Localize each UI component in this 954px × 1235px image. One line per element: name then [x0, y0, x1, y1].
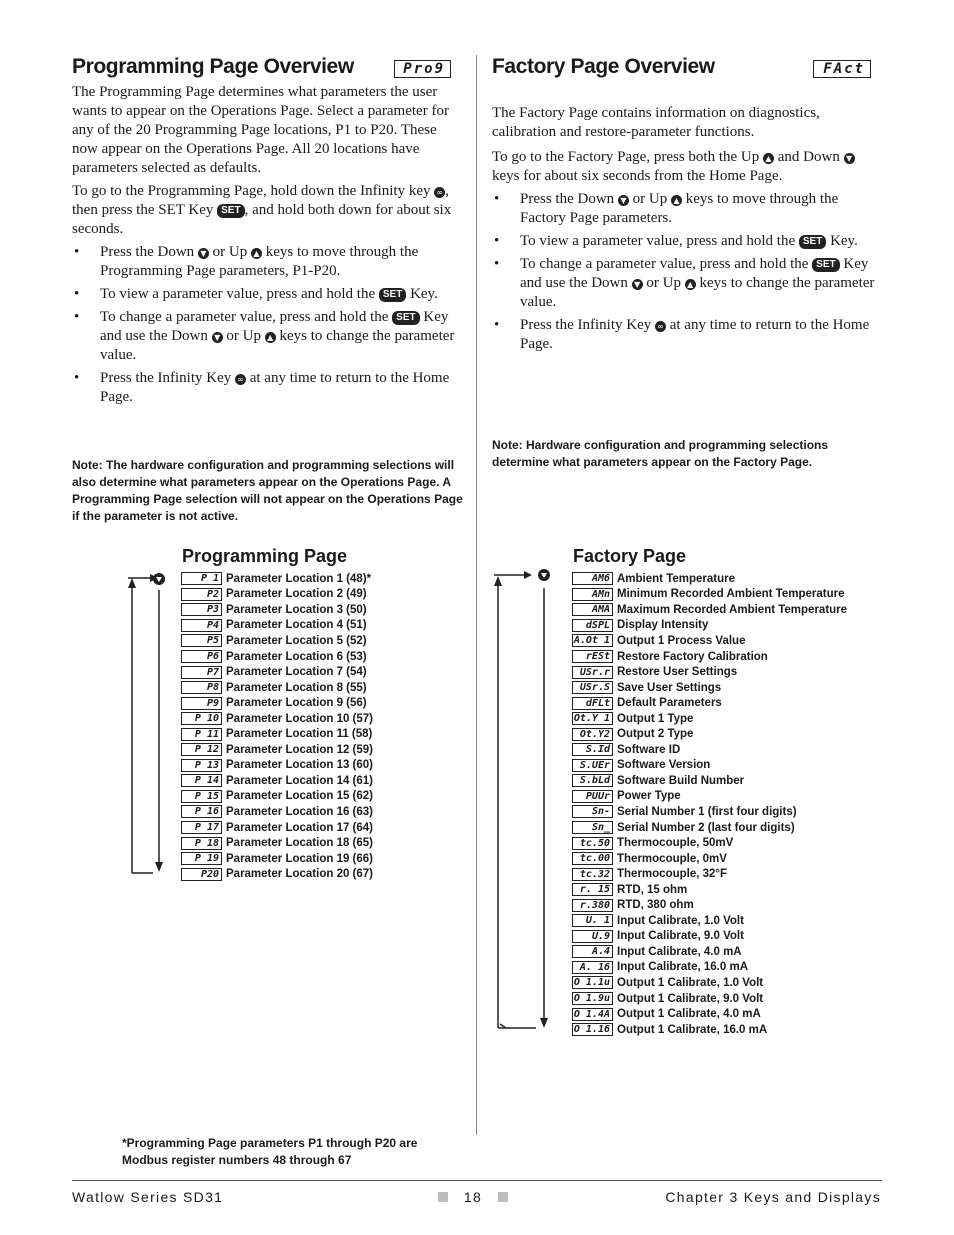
- parameter-label: Power Type: [617, 790, 681, 803]
- parameter-row: [572, 602, 847, 618]
- bullet-text: To view a parameter value, press and hold the: [100, 286, 376, 302]
- parameter-label: Input Calibrate, 9.0 Volt: [617, 930, 744, 943]
- programming-page-heading: Programming Page: [182, 546, 348, 566]
- parameter-label: Parameter Location 4 (51): [226, 619, 367, 632]
- parameter-label: Parameter Location 10 (57): [226, 712, 374, 725]
- parameter-code: P 18: [181, 837, 222, 850]
- parameter-label: Parameter Location 15 (62): [226, 790, 374, 803]
- parameter-label: Input Calibrate, 4.0 mA: [617, 945, 742, 958]
- parameter-row: [572, 820, 847, 836]
- bullet-text: or Up: [632, 191, 668, 207]
- parameter-label: Parameter Location 6 (53): [226, 650, 367, 663]
- parameter-label: Parameter Location 9 (56): [226, 697, 367, 710]
- parameter-row: [572, 960, 847, 976]
- parameter-label: RTD, 380 ohm: [617, 899, 694, 912]
- bullet-item: [72, 285, 464, 304]
- parameter-row: [572, 711, 847, 727]
- parameter-code: P 11: [181, 728, 222, 741]
- bullet-item: [492, 190, 880, 228]
- parameter-row: [572, 742, 847, 758]
- up-key-icon: ▲: [763, 153, 774, 164]
- parameter-row: [572, 882, 847, 898]
- parameter-row: [572, 851, 847, 867]
- parameter-row: [181, 602, 373, 618]
- parameter-label: Output 1 Calibrate, 16.0 mA: [617, 1023, 768, 1036]
- parameter-code: A.Ot 1: [572, 634, 613, 647]
- bullet-text: Key.: [410, 286, 438, 302]
- parameter-label: Ambient Temperature: [617, 572, 736, 585]
- parameter-code: USr.S: [572, 681, 613, 694]
- parameter-label: Minimum Recorded Ambient Temperature: [617, 588, 845, 601]
- parameter-row: [572, 695, 847, 711]
- set-key-icon: SET: [812, 258, 839, 272]
- bullet-text: keys to change the parameter value.: [520, 275, 875, 310]
- parameter-row: [181, 835, 373, 851]
- parameter-row: [572, 913, 847, 929]
- parameter-code: O 1.16: [572, 1023, 613, 1036]
- parameter-code: A. 16: [572, 961, 613, 974]
- parameter-code: Sn_: [572, 821, 613, 834]
- factory-navigation-arrows: [488, 562, 558, 1042]
- goto-text-a: To go to the Factory Page, press both the Up: [492, 149, 760, 165]
- bullet-text: or Up: [646, 275, 681, 291]
- parameter-code: P3: [181, 603, 222, 616]
- parameter-code: PUUr: [572, 790, 613, 803]
- parameter-code: dFLt: [572, 697, 613, 710]
- parameter-code: P4: [181, 619, 222, 632]
- parameter-code: r. 15: [572, 883, 613, 896]
- parameter-code: P 14: [181, 774, 222, 787]
- programming-footnote: *Programming Page parameters P1 through P20 are Modbus register numbers 48 through 67: [122, 1136, 418, 1167]
- footer-left-text: Watlow Series SD31: [72, 1189, 224, 1205]
- parameter-label: Thermocouple, 0mV: [617, 852, 727, 865]
- parameter-row: [572, 1022, 847, 1038]
- bullet-text: keys to change the parameter value.: [100, 328, 455, 363]
- parameter-code: Ot.Y 1: [572, 712, 613, 725]
- parameter-label: Parameter Location 3 (50): [226, 603, 367, 616]
- set-key-icon: SET: [799, 235, 826, 249]
- parameter-label: Maximum Recorded Ambient Temperature: [617, 603, 848, 616]
- bullet-dot: •: [74, 370, 80, 386]
- bullet-text: Press the Infinity Key: [100, 370, 232, 386]
- parameter-code: AMA: [572, 603, 613, 616]
- parameter-label: Software Build Number: [617, 774, 745, 787]
- parameter-row: [572, 897, 847, 913]
- programming-goto-paragraph: [72, 182, 464, 239]
- parameter-code: P 17: [181, 821, 222, 834]
- parameter-row: [181, 680, 373, 696]
- footer-right-text: Chapter 3 Keys and Displays: [665, 1189, 881, 1205]
- bullet-text: Key and use the Down: [520, 256, 869, 291]
- parameter-code: AMn: [572, 588, 613, 601]
- parameter-code: O 1.4A: [572, 1008, 613, 1021]
- bullet-text: Press the Down: [520, 191, 615, 207]
- parameter-row: [572, 866, 847, 882]
- parameter-row: [181, 804, 373, 820]
- page-number: 18: [463, 1189, 483, 1205]
- bullet-dot: •: [494, 233, 500, 249]
- parameter-label: Parameter Location 2 (49): [226, 588, 367, 601]
- parameter-label: Serial Number 1 (first four digits): [617, 805, 797, 818]
- factory-goto-paragraph: [492, 148, 880, 186]
- parameter-row: [181, 618, 373, 634]
- factory-parameter-list: [572, 571, 847, 1037]
- parameter-code: P2: [181, 588, 222, 601]
- parameter-code: P9: [181, 697, 222, 710]
- parameter-label: Software Version: [617, 759, 711, 772]
- parameter-row: [181, 695, 373, 711]
- goto-text-c: keys for about six seconds from the Home Page.: [492, 168, 783, 184]
- parameter-code: O 1.1u: [572, 976, 613, 989]
- infinity-key-icon: ∞: [655, 321, 666, 332]
- parameter-code: Sn-: [572, 805, 613, 818]
- programming-overview-title: Programming Page Overview: [72, 55, 354, 78]
- parameter-label: Output 1 Calibrate, 4.0 mA: [617, 1008, 761, 1021]
- parameter-row: [572, 680, 847, 696]
- programming-intro: [72, 83, 464, 411]
- bullet-dot: •: [74, 244, 80, 260]
- parameter-code: P7: [181, 666, 222, 679]
- parameter-label: Input Calibrate, 16.0 mA: [617, 961, 749, 974]
- bullet-item: [72, 243, 464, 281]
- up-key-icon: ▲: [265, 332, 276, 343]
- parameter-code: S.bLd: [572, 774, 613, 787]
- goto-text-c: , and hold both down for about six seconds.: [72, 202, 452, 237]
- goto-text-a: To go to the Programming Page, hold down the Infinity key: [72, 183, 431, 199]
- bullet-item: [492, 316, 880, 354]
- parameter-label: Thermocouple, 32°F: [617, 868, 728, 881]
- parameter-row: [572, 835, 847, 851]
- parameter-label: Display Intensity: [617, 619, 709, 632]
- bullet-text: or Up: [212, 244, 248, 260]
- programming-bullets: [72, 243, 464, 407]
- parameter-code: tc.50: [572, 837, 613, 850]
- parameter-code: P 13: [181, 759, 222, 772]
- parameter-code: rESt: [572, 650, 613, 663]
- parameter-row: [181, 866, 373, 882]
- bullet-text: To change a parameter value, press and hold the: [100, 309, 389, 325]
- parameter-label: Parameter Location 17 (64): [226, 821, 374, 834]
- parameter-row: [572, 789, 847, 805]
- parameter-row: [572, 649, 847, 665]
- parameter-label: Output 1 Calibrate, 9.0 Volt: [617, 992, 764, 1005]
- parameter-label: Input Calibrate, 1.0 Volt: [617, 914, 744, 927]
- parameter-label: Restore User Settings: [617, 666, 738, 679]
- parameter-label: Parameter Location 19 (66): [226, 852, 374, 865]
- programming-lcd-badge: Pro9: [394, 60, 451, 78]
- parameter-row: [181, 758, 373, 774]
- programming-parameter-list: [181, 571, 373, 882]
- footer-rule: [72, 1180, 882, 1181]
- bullet-item: [492, 255, 880, 312]
- bullet-text: To view a parameter value, press and hold the: [520, 233, 796, 249]
- set-key-icon: SET: [379, 288, 406, 302]
- parameter-label: RTD, 15 ohm: [617, 883, 688, 896]
- parameter-label: Output 1 Process Value: [617, 634, 746, 647]
- factory-overview-title: Factory Page Overview: [492, 55, 715, 78]
- bullet-dot: •: [74, 286, 80, 302]
- parameter-label: Parameter Location 13 (60): [226, 759, 374, 772]
- down-key-icon: ▼: [632, 279, 643, 290]
- parameter-label: Parameter Location 8 (55): [226, 681, 367, 694]
- bullet-dot: •: [494, 191, 500, 207]
- goto-text-b: , then press the SET Key: [72, 183, 449, 218]
- parameter-code: P 10: [181, 712, 222, 725]
- parameter-row: [572, 929, 847, 945]
- bullet-item: [492, 232, 880, 251]
- bullet-text: Press the Infinity Key: [520, 317, 652, 333]
- parameter-row: [181, 851, 373, 867]
- parameter-code: P8: [181, 681, 222, 694]
- parameter-label: Parameter Location 14 (61): [226, 774, 374, 787]
- parameter-code: S.Id: [572, 743, 613, 756]
- parameter-label: Parameter Location 7 (54): [226, 666, 367, 679]
- parameter-code: A.4: [572, 945, 613, 958]
- parameter-label: Output 2 Type: [617, 728, 694, 741]
- factory-intro: [492, 104, 880, 358]
- parameter-label: Thermocouple, 50mV: [617, 837, 734, 850]
- parameter-label: Restore Factory Calibration: [617, 650, 768, 663]
- parameter-label: Parameter Location 12 (59): [226, 743, 374, 756]
- bullet-dot: •: [74, 309, 80, 325]
- set-key-icon: SET: [392, 311, 419, 325]
- bullet-item: [72, 369, 464, 407]
- programming-note: Note: The hardware configuration and programming selections will also determine what parameters appear on the Operations Page. A Programming Page selection will not appear on the Operations Page if the parameter is not active.: [72, 458, 463, 523]
- programming-navigation-arrows: [122, 568, 182, 882]
- parameter-row: [181, 711, 373, 727]
- down-key-icon: ▼: [618, 195, 629, 206]
- programming-intro-paragraph: The Programming Page determines what parameters the user wants to appear on the Operations Page. Select a parameter for any of the 20 Programming Page locations, P1 to P20. These now appear on the Operations Page. All 20 locations have parameters selected as defaults.: [72, 84, 449, 176]
- parameter-code: r.380: [572, 899, 613, 912]
- parameter-label: Parameter Location 18 (65): [226, 837, 374, 850]
- parameter-row: [572, 991, 847, 1007]
- bullet-text: keys to move through the Programming Page parameters, P1-P20.: [100, 244, 419, 279]
- parameter-code: AM6: [572, 572, 613, 585]
- parameter-label: Parameter Location 16 (63): [226, 805, 374, 818]
- parameter-row: [181, 742, 373, 758]
- parameter-label: Serial Number 2 (last four digits): [617, 821, 795, 834]
- parameter-row: [572, 944, 847, 960]
- parameter-row: [181, 820, 373, 836]
- parameter-label: Output 1 Type: [617, 712, 694, 725]
- parameter-row: [181, 587, 373, 603]
- up-key-icon: ▲: [671, 195, 682, 206]
- parameter-code: U. 1: [572, 914, 613, 927]
- bullet-dot: •: [494, 256, 500, 272]
- parameter-row: [181, 633, 373, 649]
- parameter-label: Output 1 Calibrate, 1.0 Volt: [617, 976, 764, 989]
- parameter-code: dSPL: [572, 619, 613, 632]
- bullet-text: at any time to return to the Home Page.: [520, 317, 870, 352]
- parameter-code: S.UEr: [572, 759, 613, 772]
- parameter-label: Save User Settings: [617, 681, 722, 694]
- parameter-label: Parameter Location 1 (48)*: [226, 572, 372, 585]
- parameter-code: tc.32: [572, 868, 613, 881]
- parameter-code: tc.00: [572, 852, 613, 865]
- footer-square-left: [438, 1192, 448, 1202]
- parameter-code: P 15: [181, 790, 222, 803]
- bullet-text: Press the Down: [100, 244, 195, 260]
- set-key-icon: SET: [217, 204, 244, 218]
- up-key-icon: ▲: [251, 248, 262, 259]
- factory-note: Note: Hardware configuration and programming selections determine what parameters appear on the Factory Page.: [492, 438, 829, 469]
- parameter-label: Parameter Location 11 (58): [226, 728, 373, 741]
- bullet-text: To change a parameter value, press and hold the: [520, 256, 809, 272]
- parameter-label: Parameter Location 5 (52): [226, 634, 367, 647]
- parameter-row: [181, 664, 373, 680]
- factory-lcd-badge: FAct: [813, 60, 871, 78]
- footer-page-number: [438, 1189, 508, 1205]
- factory-intro-paragraph: The Factory Page contains information on diagnostics, calibration and restore-parameter functions.: [492, 105, 820, 140]
- up-key-icon: ▲: [685, 279, 696, 290]
- parameter-row: [572, 587, 847, 603]
- parameter-row: [181, 571, 373, 587]
- parameter-row: [572, 726, 847, 742]
- bullet-dot: •: [494, 317, 500, 333]
- parameter-row: [572, 571, 847, 587]
- bullet-item: [72, 308, 464, 365]
- parameter-row: [572, 1006, 847, 1022]
- parameter-code: U.9: [572, 930, 613, 943]
- infinity-key-icon: ∞: [235, 374, 246, 385]
- footer-square-right: [498, 1192, 508, 1202]
- bullet-text: Key.: [830, 233, 858, 249]
- infinity-key-icon: ∞: [434, 187, 445, 198]
- parameter-code: P5: [181, 634, 222, 647]
- parameter-row: [181, 789, 373, 805]
- parameter-code: P 12: [181, 743, 222, 756]
- down-key-icon: ▼: [198, 248, 209, 259]
- parameter-row: [181, 726, 373, 742]
- bullet-text: at any time to return to the Home Page.: [100, 370, 450, 405]
- parameter-row: [572, 804, 847, 820]
- parameter-row: [572, 773, 847, 789]
- factory-bullets: [492, 190, 880, 354]
- parameter-code: P 1: [181, 572, 222, 585]
- factory-page-heading: Factory Page: [573, 546, 687, 566]
- down-key-icon: ▼: [844, 153, 855, 164]
- parameter-code: P 19: [181, 852, 222, 865]
- parameter-row: [572, 758, 847, 774]
- parameter-code: O 1.9u: [572, 992, 613, 1005]
- parameter-row: [572, 975, 847, 991]
- parameter-label: Default Parameters: [617, 697, 722, 710]
- parameter-code: Ot.Y2: [572, 728, 613, 741]
- parameter-row: [181, 773, 373, 789]
- down-key-icon: ▼: [212, 332, 223, 343]
- parameter-row: [572, 633, 847, 649]
- parameter-code: USr.r: [572, 666, 613, 679]
- parameter-code: P6: [181, 650, 222, 663]
- parameter-code: P 16: [181, 805, 222, 818]
- parameter-code: P20: [181, 868, 222, 881]
- parameter-row: [572, 618, 847, 634]
- goto-text-b: and Down: [777, 149, 840, 165]
- parameter-row: [181, 649, 373, 665]
- parameter-label: Parameter Location 20 (67): [226, 868, 374, 881]
- parameter-row: [572, 664, 847, 680]
- bullet-text: or Up: [226, 328, 261, 344]
- bullet-text: keys to move through the Factory Page parameters.: [520, 191, 839, 226]
- bullet-text: Key and use the Down: [100, 309, 449, 344]
- parameter-label: Software ID: [617, 743, 681, 756]
- column-divider: [476, 55, 477, 1135]
